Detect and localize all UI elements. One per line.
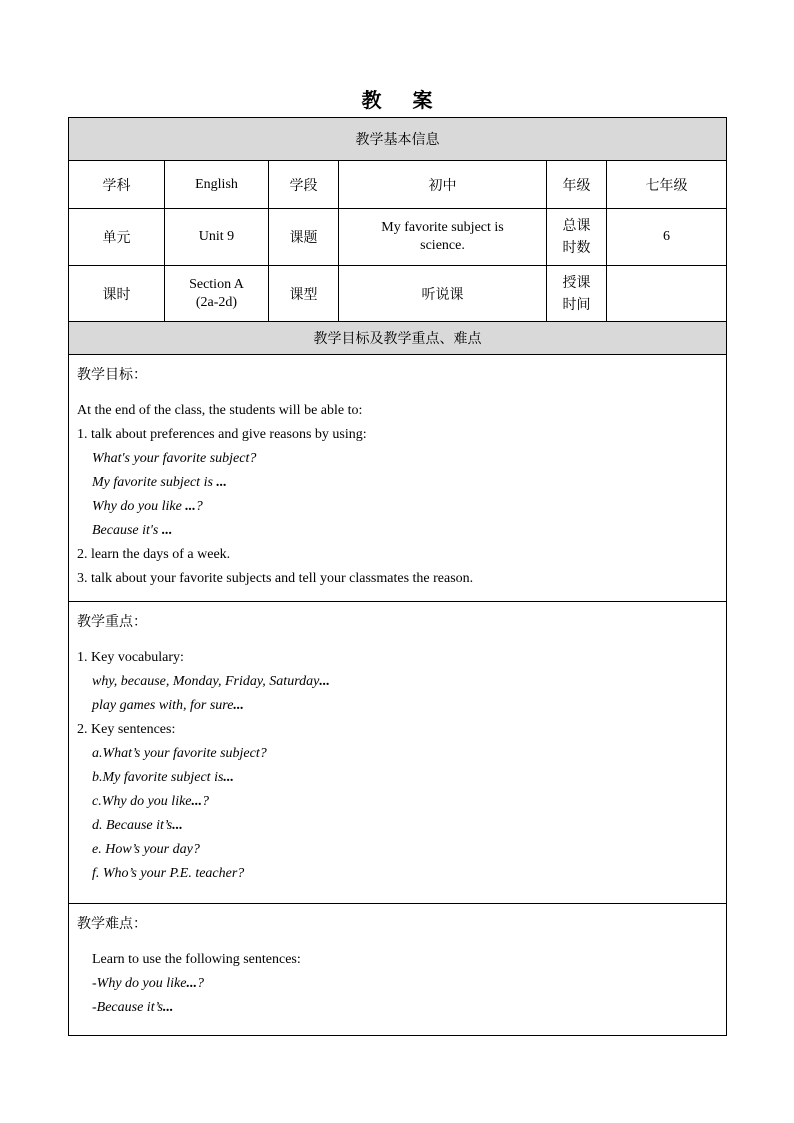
goals-header-row bbox=[69, 322, 727, 355]
sentence-f: f. Who’s your P.E. teacher? bbox=[92, 866, 245, 881]
key-points-section bbox=[69, 602, 727, 904]
total-periods-label bbox=[547, 209, 607, 266]
basic-info-header-row bbox=[69, 118, 727, 161]
sentence-b-text: b.My favorite subject is bbox=[92, 770, 224, 785]
sentence-c-text: c.Why do you like bbox=[92, 794, 192, 809]
sentence-d-ellipsis: ... bbox=[172, 818, 183, 833]
lesson-plan-table bbox=[68, 117, 727, 1036]
key-sentences-item: 2. Key sentences: bbox=[77, 722, 176, 737]
example-2-text: My favorite subject is bbox=[92, 475, 213, 490]
key-vocabulary-item: 1. Key vocabulary: bbox=[77, 650, 184, 665]
difficulty-3-text: -Because it’s bbox=[92, 1000, 163, 1015]
example-3-text: Why do you like bbox=[92, 499, 182, 514]
total-periods-label-line-1: 总课 bbox=[562, 218, 591, 234]
sentence-e: e. How’s your day? bbox=[92, 842, 200, 857]
teaching-time-label-line-2: 时间 bbox=[562, 296, 591, 313]
teaching-time-label-line-1: 授课 bbox=[562, 274, 591, 291]
difficulties-heading: 教学难点： bbox=[77, 916, 147, 932]
info-row-1 bbox=[69, 161, 727, 209]
basic-info-header: 教学基本信息 bbox=[69, 118, 727, 161]
info-row-2 bbox=[69, 209, 727, 266]
key-points-heading: 教学重点： bbox=[77, 614, 147, 630]
vocabulary-1-text: why, because, Monday, Friday, Saturday bbox=[92, 674, 320, 689]
difficulty-3-ellipsis: ... bbox=[162, 1000, 174, 1015]
teaching-time-label bbox=[547, 266, 607, 322]
topic-label: 课题 bbox=[269, 209, 339, 266]
sentence-d bbox=[77, 814, 718, 838]
objective-item-1: 1. talk about preferences and give reasons by using: bbox=[77, 427, 367, 442]
difficulty-line-3 bbox=[77, 996, 718, 1020]
page-title: 教 案 bbox=[361, 88, 445, 112]
sentence-a: a.What’s your favorite subject? bbox=[92, 746, 267, 761]
objectives-intro: At the end of the class, the students will be able to: bbox=[77, 403, 363, 418]
stage-label: 学段 bbox=[269, 161, 339, 209]
sentence-d-text: d. Because it’s bbox=[92, 818, 173, 833]
difficulty-line-2 bbox=[77, 972, 718, 996]
sentence-b bbox=[77, 766, 718, 790]
difficulty-2-tail: ? bbox=[196, 976, 204, 991]
objective-example-4 bbox=[77, 519, 718, 543]
sentence-c-ellipsis: ... bbox=[191, 794, 203, 809]
grade-label: 年级 bbox=[547, 161, 607, 209]
period-value-line-2: (2a-2d) bbox=[195, 294, 238, 310]
difficulties-section bbox=[69, 904, 727, 1036]
key-points-row bbox=[69, 602, 727, 904]
subject-value: English bbox=[165, 161, 269, 209]
teaching-time-value bbox=[607, 266, 727, 322]
vocabulary-2-ellipsis: ... bbox=[233, 698, 244, 713]
subject-label: 学科 bbox=[69, 161, 165, 209]
period-label: 课时 bbox=[69, 266, 165, 322]
goals-header: 教学目标及教学重点、难点 bbox=[69, 322, 727, 355]
difficulties-row bbox=[69, 904, 727, 1036]
difficulty-line-1: Learn to use the following sentences: bbox=[92, 952, 301, 967]
vocabulary-1-ellipsis: ... bbox=[319, 674, 330, 689]
objectives-heading: 教学目标： bbox=[77, 367, 147, 383]
difficulty-2-ellipsis: ... bbox=[186, 976, 197, 991]
topic-value-line-2: science. bbox=[420, 238, 465, 253]
sentence-c bbox=[77, 790, 718, 814]
objectives-section bbox=[69, 355, 727, 602]
topic-value-line-1: My favorite subject is bbox=[381, 220, 504, 235]
vocabulary-2-text: play games with, for sure bbox=[92, 698, 234, 713]
unit-label: 单元 bbox=[69, 209, 165, 266]
stage-value: 初中 bbox=[339, 161, 547, 209]
vocabulary-line-2 bbox=[77, 694, 718, 718]
example-3-tail: ? bbox=[195, 499, 203, 514]
objective-item-3: 3. talk about your favorite subjects and tell your classmates the reason. bbox=[77, 571, 474, 586]
period-value-line-1: Section A bbox=[189, 276, 244, 292]
objectives-row bbox=[69, 355, 727, 602]
period-value bbox=[165, 266, 269, 322]
lesson-type-value: 听说课 bbox=[339, 266, 547, 322]
info-row-3 bbox=[69, 266, 727, 322]
difficulty-2-text: -Why do you like bbox=[92, 976, 187, 991]
objective-example-3 bbox=[77, 495, 718, 519]
example-4-ellipsis: ... bbox=[161, 523, 173, 538]
unit-value: Unit 9 bbox=[165, 209, 269, 266]
objective-example-2 bbox=[77, 471, 718, 495]
sentence-b-ellipsis: ... bbox=[223, 770, 234, 785]
example-4-text: Because it's bbox=[92, 523, 159, 538]
objective-example-1: What's your favorite subject? bbox=[92, 451, 257, 466]
example-2-ellipsis: ... bbox=[216, 475, 227, 490]
objective-item-2: 2. learn the days of a week. bbox=[77, 547, 231, 562]
total-periods-label-line-2: 时数 bbox=[562, 240, 591, 256]
sentence-c-tail: ? bbox=[202, 794, 210, 809]
lesson-type-label: 课型 bbox=[269, 266, 339, 322]
topic-value bbox=[339, 209, 547, 266]
grade-value: 七年级 bbox=[607, 161, 727, 209]
total-periods-value: 6 bbox=[607, 209, 727, 266]
vocabulary-line-1 bbox=[77, 670, 718, 694]
example-3-ellipsis: ... bbox=[185, 499, 196, 514]
